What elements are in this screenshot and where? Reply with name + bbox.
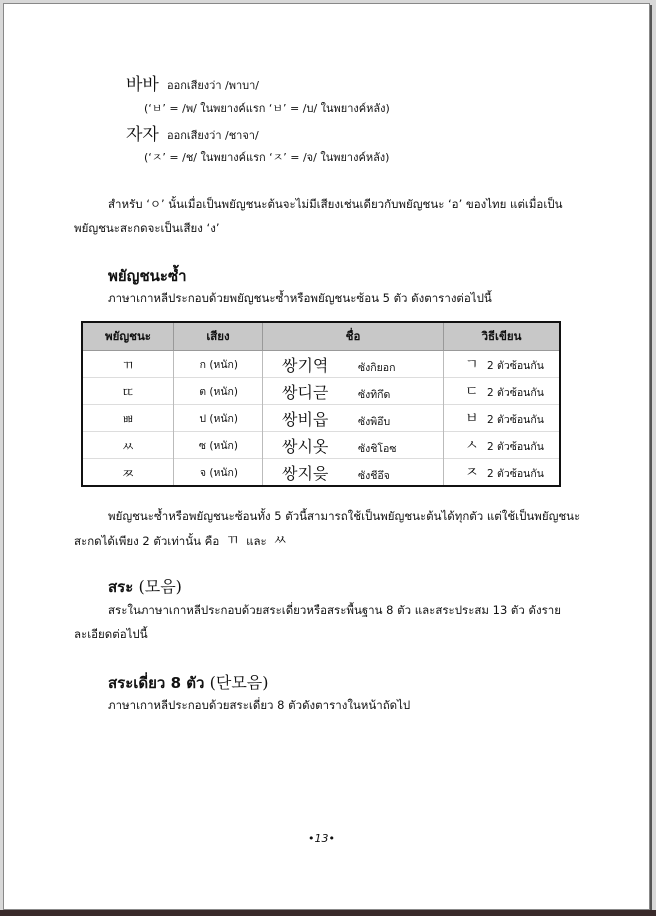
table-row xyxy=(82,351,560,378)
row-name xyxy=(263,351,444,378)
example2-text: ออกเสียงว่า /ชาจา/ xyxy=(167,129,259,142)
row-letter: ㅆ xyxy=(82,432,174,459)
row-name-thai: ซังทิกึด xyxy=(358,388,391,401)
row-name-korean: 쌍기역 xyxy=(282,355,329,375)
header-name: ชื่อ xyxy=(263,322,444,351)
para-korean-kk: ㄲ xyxy=(225,533,240,549)
row-sound: ก (หนัก) xyxy=(174,351,263,378)
vowel-para-line2: ละเอียดต่อไปนี้ xyxy=(74,627,148,641)
table-row xyxy=(82,378,560,405)
row-name-thai: ซังพิอึบ xyxy=(358,415,391,428)
double-consonant-heading: พยัญชนะซ้ำ xyxy=(108,267,187,285)
vowel-heading xyxy=(108,574,182,599)
double-consonant-para-line2 xyxy=(74,530,287,551)
row-name-korean: 쌍지읒 xyxy=(282,463,329,483)
row-base-letter: ㄷ xyxy=(465,384,479,400)
note-o-line2: พยัญชนะสะกดจะเป็นเสียง ‘ง’ xyxy=(74,221,220,235)
row-name xyxy=(263,378,444,405)
row-writing-text: 2 ตัวซ้อนกัน xyxy=(487,468,544,480)
single-vowel-heading-thai: สระเดี่ยว 8 ตัว xyxy=(108,674,205,692)
row-name xyxy=(263,459,444,487)
table-row xyxy=(82,459,560,487)
header-consonant: พยัญชนะ xyxy=(82,322,174,351)
table-row xyxy=(82,432,560,459)
vowel-para-line1: สระในภาษาเกาหลีประกอบด้วยสระเดี่ยวหรือสระพื้นฐาน 8 ตัว และสระประสม 13 ตัว ดังราย xyxy=(108,603,561,617)
row-name-thai: ซังชิโอซ xyxy=(358,442,397,455)
table-row xyxy=(82,405,560,432)
row-writing-text: 2 ตัวซ้อนกัน xyxy=(487,387,544,399)
row-base-letter: ㅂ xyxy=(465,411,479,427)
row-name xyxy=(263,405,444,432)
row-writing xyxy=(444,351,561,378)
example1-text: ออกเสียงว่า /พาบา/ xyxy=(167,79,260,92)
row-name xyxy=(263,432,444,459)
double-consonant-table xyxy=(81,321,561,487)
row-sound: จ (หนัก) xyxy=(174,459,263,487)
window-bottom-edge xyxy=(0,910,656,916)
example1-korean: 바바 xyxy=(126,75,159,95)
row-base-letter: ㅅ xyxy=(465,438,479,454)
row-writing xyxy=(444,459,561,487)
header-writing: วิธีเขียน xyxy=(444,322,561,351)
double-consonant-intro: ภาษาเกาหลีประกอบด้วยพยัญชนะซ้ำหรือพยัญชนะซ้อน 5 ตัว ดังตารางต่อไปนี้ xyxy=(108,291,492,305)
note-o-line1: สำหรับ ‘ㅇ’ นั้นเมื่อเป็นพยัญชนะต้นจะไม่มีเสียงเช่นเดียวกับพยัญชนะ ‘อ’ ของไทย แต่เมื่อเป็น xyxy=(108,197,563,211)
row-base-letter: ㄱ xyxy=(465,357,479,373)
single-vowel-heading xyxy=(108,670,269,695)
row-sound: ต (หนัก) xyxy=(174,378,263,405)
row-name-thai: ซังชีอึจ xyxy=(358,469,390,482)
para-line2-text: สะกดได้เพียง 2 ตัวเท่านั้น คือ xyxy=(74,534,220,548)
vowel-heading-thai: สระ xyxy=(108,578,134,596)
para-and: และ xyxy=(246,534,267,548)
row-base-letter: ㅈ xyxy=(465,465,479,481)
double-consonant-para-line1: พยัญชนะซ้ำหรือพยัญชนะซ้อนทั้ง 5 ตัวนี้สามารถใช้เป็นพยัญชนะต้นได้ทุกตัว แต่ใช้เป็นพยัญชนะ xyxy=(108,509,581,523)
row-letter: ㄲ xyxy=(82,351,174,378)
row-name-thai: ซังกิยอก xyxy=(358,361,396,374)
para-korean-ss: ㅆ xyxy=(273,533,287,549)
single-vowel-para: ภาษาเกาหลีประกอบด้วยสระเดี่ยว 8 ตัวดังตารางในหน้าถัดไป xyxy=(108,698,411,712)
row-sound: ซ (หนัก) xyxy=(174,432,263,459)
row-writing xyxy=(444,405,561,432)
page-number: •13• xyxy=(308,832,335,845)
example1-note: (‘ㅂ’ = /พ/ ในพยางค์แรก ‘ㅂ’ = /บ/ ในพยางค์หลัง) xyxy=(144,102,390,115)
table-header-row xyxy=(82,322,560,351)
row-letter: ㄸ xyxy=(82,378,174,405)
row-letter: ㅃ xyxy=(82,405,174,432)
header-sound: เสียง xyxy=(174,322,263,351)
vowel-heading-korean: (모음) xyxy=(138,577,182,596)
row-writing-text: 2 ตัวซ้อนกัน xyxy=(487,360,544,372)
row-name-korean: 쌍비읍 xyxy=(282,409,329,429)
row-writing-text: 2 ตัวซ้อนกัน xyxy=(487,441,544,453)
single-vowel-heading-korean: (단모음) xyxy=(209,673,269,692)
example2-note: (‘ㅈ’ = /ช/ ในพยางค์แรก ‘ㅈ’ = /จ/ ในพยางค์หลัง) xyxy=(144,151,390,164)
example2-korean: 자자 xyxy=(126,125,159,145)
row-name-korean: 쌍시옷 xyxy=(282,436,329,456)
row-writing xyxy=(444,432,561,459)
row-letter: ㅉ xyxy=(82,459,174,487)
row-sound: ป (หนัก) xyxy=(174,405,263,432)
row-name-korean: 쌍디귿 xyxy=(282,382,329,402)
row-writing xyxy=(444,378,561,405)
row-writing-text: 2 ตัวซ้อนกัน xyxy=(487,414,544,426)
